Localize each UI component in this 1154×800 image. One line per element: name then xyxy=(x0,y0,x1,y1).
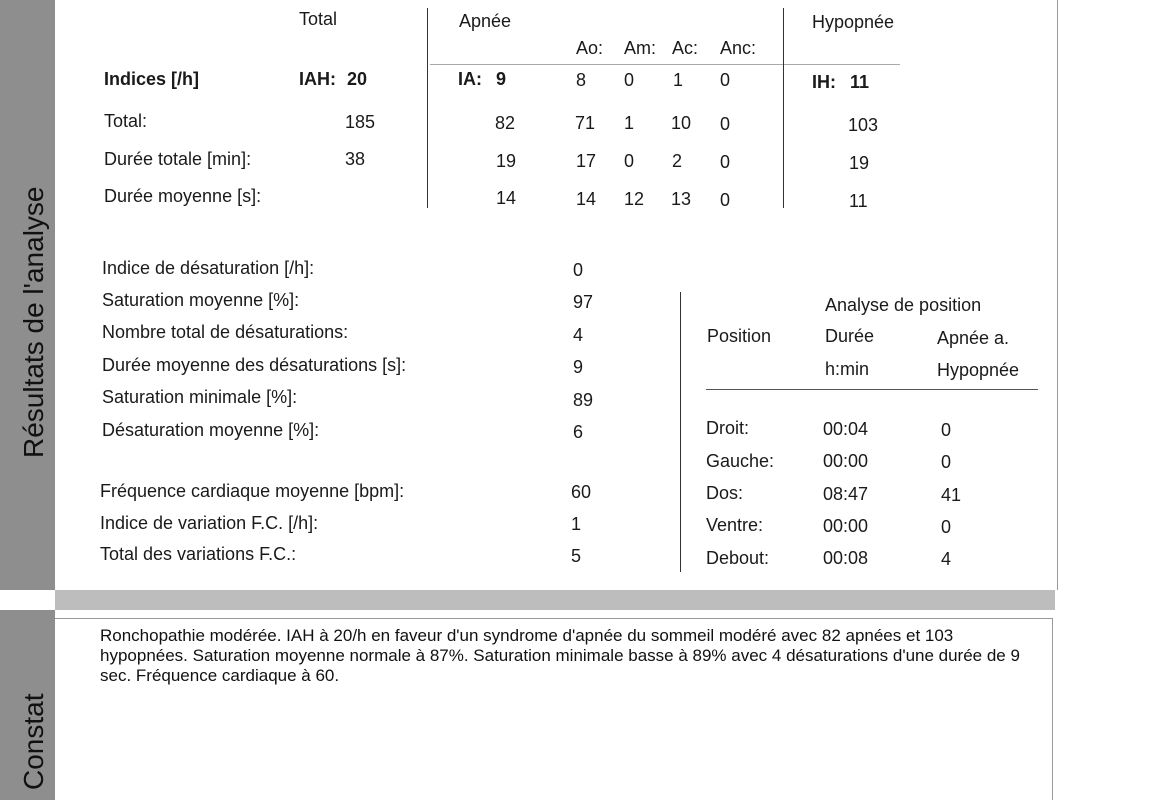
cardiac-label: Indice de variation F.C. [/h]: xyxy=(100,513,319,533)
position-row-duree: 00:00 xyxy=(823,516,869,536)
position-row-name: Droit: xyxy=(706,418,750,438)
saturation-value: 9 xyxy=(573,357,584,377)
position-col-apnee: Apnée a. xyxy=(937,328,1010,348)
duree-totale-am: 0 xyxy=(624,151,635,171)
duree-totale-ac: 2 xyxy=(672,151,683,171)
row-indices-label: Indices [/h] xyxy=(104,69,200,89)
subheader-ac: Ac: xyxy=(672,38,699,58)
position-col-duree: Durée xyxy=(825,326,875,346)
duree-moyenne-hypopnee: 11 xyxy=(849,191,868,211)
saturation-label: Saturation moyenne [%]: xyxy=(102,290,300,310)
duree-moyenne-apnee: 14 xyxy=(496,188,517,208)
duree-totale-total: 38 xyxy=(345,149,366,169)
position-title: Analyse de position xyxy=(825,295,982,315)
position-row-count: 0 xyxy=(941,420,952,440)
saturation-value: 89 xyxy=(573,390,594,410)
total-ac: 10 xyxy=(671,113,692,133)
constat-text: Ronchopathie modérée. IAH à 20/h en faveur d'un syndrome d'apnée du sommeil modéré avec 82 apnées et 103 hypopnées. Saturation moyenne normale à 87%. Saturation minimale basse à 89% avec 4 désaturations d'une durée de 9 sec. Fréquence cardiaque à 60. xyxy=(100,626,1020,685)
duree-moyenne-anc: 0 xyxy=(720,190,731,210)
header-hypopnee: Hypopnée xyxy=(812,12,895,32)
divider-total-apnee xyxy=(427,8,428,208)
total-am: 1 xyxy=(624,113,635,133)
position-col-position: Position xyxy=(707,326,772,346)
saturation-label: Durée moyenne des désaturations [s]: xyxy=(102,355,407,375)
position-col-duree-unit: h:min xyxy=(825,359,870,379)
row-duree-moyenne-label: Durée moyenne [s]: xyxy=(104,186,262,206)
saturation-label: Indice de désaturation [/h]: xyxy=(102,258,315,278)
cardiac-value: 5 xyxy=(571,546,582,566)
total-apnee: 82 xyxy=(495,113,516,133)
cardiac-label: Fréquence cardiaque moyenne [bpm]: xyxy=(100,481,405,501)
total-total: 185 xyxy=(345,112,376,132)
cardiac-value: 60 xyxy=(571,482,592,502)
duree-moyenne-ac: 13 xyxy=(671,189,692,209)
duree-moyenne-ao: 14 xyxy=(576,189,597,209)
position-row-duree: 00:00 xyxy=(823,451,869,471)
header-apnee: Apnée xyxy=(459,11,512,31)
iah-label: IAH: xyxy=(299,69,336,89)
ih-value: 11 xyxy=(850,72,870,92)
ia-value: 9 xyxy=(496,69,507,89)
position-row-name: Dos: xyxy=(706,483,744,503)
duree-totale-anc: 0 xyxy=(720,152,731,172)
indices-am: 0 xyxy=(624,70,635,90)
position-row-name: Gauche: xyxy=(706,451,775,471)
indices-ac: 1 xyxy=(673,70,684,90)
total-anc: 0 xyxy=(720,114,731,134)
position-row-count: 0 xyxy=(941,452,952,472)
indices-ao: 8 xyxy=(576,70,587,90)
total-hypopnee: 103 xyxy=(848,115,879,135)
position-row-count: 0 xyxy=(941,517,952,537)
saturation-value: 4 xyxy=(573,325,584,345)
constat-right-border xyxy=(1052,618,1053,800)
total-ao: 71 xyxy=(575,113,596,133)
duree-moyenne-am: 12 xyxy=(624,189,645,209)
saturation-label: Nombre total de désaturations: xyxy=(102,322,349,342)
saturation-label: Désaturation moyenne [%]: xyxy=(102,420,320,440)
ih-label: IH: xyxy=(812,72,836,92)
position-row-count: 4 xyxy=(941,549,952,569)
header-total: Total xyxy=(299,9,338,29)
saturation-value: 0 xyxy=(573,260,584,280)
cardiac-value: 1 xyxy=(571,514,582,534)
position-row-name: Ventre: xyxy=(706,515,764,535)
saturation-value: 6 xyxy=(573,422,584,442)
duree-totale-hypopnee: 19 xyxy=(849,153,870,173)
saturation-value: 97 xyxy=(573,292,594,312)
row-total-label: Total: xyxy=(104,111,148,131)
results-bottom-bar xyxy=(55,590,1055,610)
saturation-label: Saturation minimale [%]: xyxy=(102,387,298,407)
position-row-count: 41 xyxy=(941,485,962,505)
apnee-subheader-rule xyxy=(430,64,900,65)
results-section-label: Résultats de l'analyse xyxy=(18,186,49,458)
subheader-ao: Ao: xyxy=(576,38,604,58)
cardiac-label: Total des variations F.C.: xyxy=(100,544,297,564)
position-row-duree: 00:08 xyxy=(823,548,869,568)
subheader-anc: Anc: xyxy=(720,38,757,58)
divider-apnee-hypopnee xyxy=(783,8,784,208)
position-row-duree: 00:04 xyxy=(823,419,869,439)
results-panel-right-border xyxy=(1057,0,1058,590)
indices-anc: 0 xyxy=(720,70,731,90)
row-duree-totale-label: Durée totale [min]: xyxy=(104,149,252,169)
position-row-duree: 08:47 xyxy=(823,484,869,504)
constat-top-border xyxy=(55,618,1052,619)
duree-totale-ao: 17 xyxy=(576,151,597,171)
position-row-name: Debout: xyxy=(706,548,770,568)
constat-section-label: Constat xyxy=(18,693,49,790)
duree-totale-apnee: 19 xyxy=(496,151,517,171)
position-divider xyxy=(680,292,681,572)
ia-label: IA: xyxy=(458,69,482,89)
position-col-apnee-2: Hypopnée xyxy=(937,360,1020,380)
subheader-am: Am: xyxy=(624,38,657,58)
position-header-rule xyxy=(706,389,1038,390)
iah-value: 20 xyxy=(347,69,368,89)
